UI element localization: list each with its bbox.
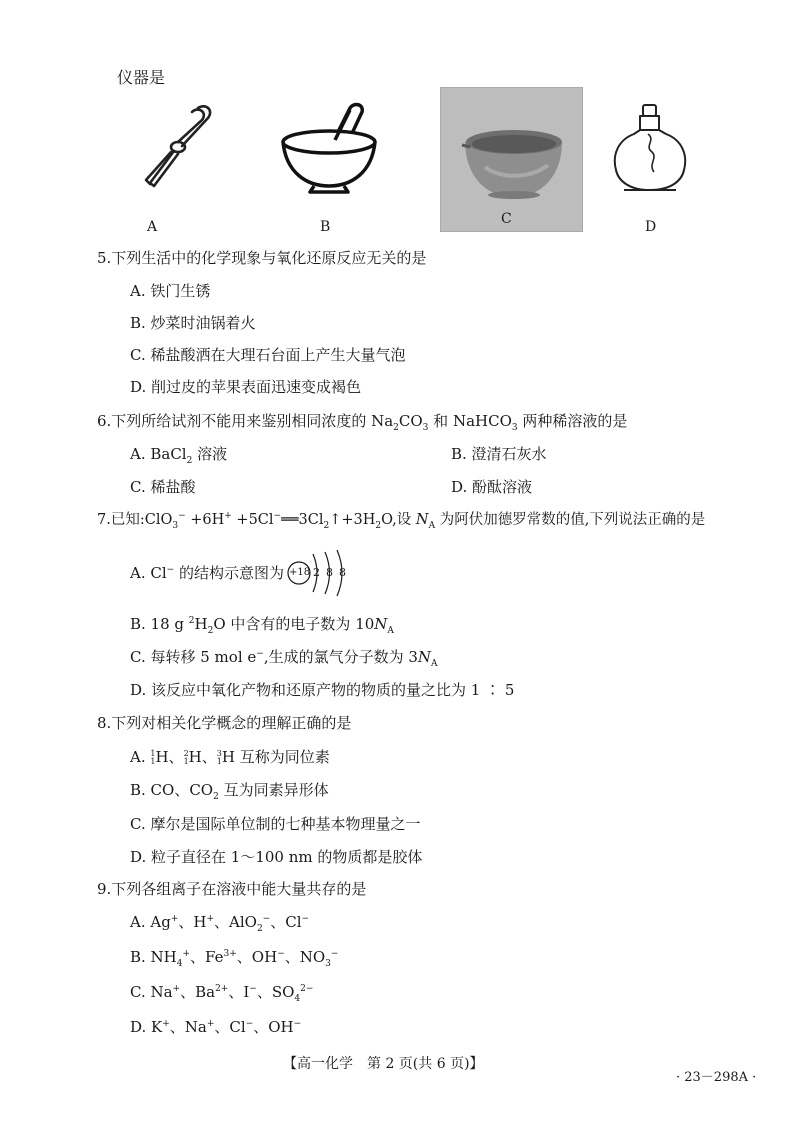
q6-option-b: B. 澄清石灰水 — [451, 445, 547, 463]
instrument-label-a: A — [147, 219, 158, 235]
intro-text: 仪器是 — [117, 68, 166, 87]
q5-option-a: A. 铁门生锈 — [130, 282, 211, 300]
cl-ion-structure-diagram — [287, 548, 357, 598]
mortar-pestle-icon — [280, 100, 380, 195]
q6-option-d: D. 酚酞溶液 — [451, 478, 533, 496]
q9-stem: 9.下列各组离子在溶液中能大量共存的是 — [97, 880, 367, 898]
q5-stem: 5.下列生活中的化学现象与氧化还原反应无关的是 — [97, 249, 427, 267]
q5-option-d: D. 削过皮的苹果表面迅速变成褐色 — [130, 378, 362, 396]
shell-3-count: 8 — [339, 566, 346, 579]
footer-code: · 23－298A · — [676, 1070, 757, 1085]
q9-option-d: D. K+、Na+、Cl−、OH− — [130, 1018, 302, 1036]
q8-option-c: C. 摩尔是国际单位制的七种基本物理量之一 — [130, 815, 421, 833]
instrument-label-b: B — [320, 219, 331, 235]
q8-option-d: D. 粒子直径在 1～100 nm 的物质都是胶体 — [130, 848, 423, 866]
q5-option-c: C. 稀盐酸洒在大理石台面上产生大量气泡 — [130, 346, 406, 364]
q8-option-b: B. CO、$CO_2$ 互为同素异形体 — [130, 781, 329, 802]
q7-option-c: C. 每转移 5 mol e−,生成的氯气分子数为 $3N_A$ — [130, 648, 438, 669]
q9-option-c: C. Na+、$Ba^{2+}$、I−、$SO_4^{2-}$ — [130, 983, 314, 1004]
q9-option-b: B. $NH_4^+$、$Fe^{3+}$、OH−、$NO_3^-$ — [130, 948, 339, 969]
instrument-label-d: D — [645, 219, 657, 235]
q7-option-b: B. 18 g $^2H_2O$ 中含有的电子数为 $10N_A$ — [130, 615, 394, 636]
nucleus-charge: +18 — [289, 567, 311, 578]
shell-1-count: 2 — [313, 566, 320, 579]
q6-stem: 6.下列所给试剂不能用来鉴别相同浓度的 $Na_2CO_3$ 和 NaHCO$_3$ 两种稀溶液的是 — [97, 412, 628, 433]
q8-option-a: A. 1 1 H、 2 1 H、 3 1 H 互称为同位素 — [130, 748, 330, 766]
q5-option-b: B. 炒菜时油锅着火 — [130, 314, 256, 332]
footer-title: 【高一化学 第 2 页(共 6 页)】 — [283, 1056, 484, 1072]
instrument-label-c: C — [501, 211, 512, 227]
q6-option-c: C. 稀盐酸 — [130, 478, 196, 496]
crucible-tongs-icon — [138, 100, 218, 195]
q9-option-a: A. Ag+、H+、AlO$_2$−、Cl− — [130, 913, 310, 934]
q7-stem: 7.已知:ClO$_3$− $+6H^+ +5Cl^-══3Cl_2↑+3H_2O$,设 $N_A$ 为阿伏加德罗常数的值,下列说法正确的是 — [97, 511, 706, 531]
q7-option-a: A. Cl− 的结构示意图为 — [130, 564, 284, 582]
q6-option-a: A. BaCl$_2$ 溶液 — [130, 445, 228, 466]
alcohol-lamp-icon — [610, 100, 690, 200]
q8-stem: 8.下列对相关化学概念的理解正确的是 — [97, 714, 352, 732]
shell-2-count: 8 — [326, 566, 333, 579]
q7-option-d: D. 该反应中氧化产物和还原产物的物质的量之比为 1 ∶ 5 — [130, 681, 515, 699]
